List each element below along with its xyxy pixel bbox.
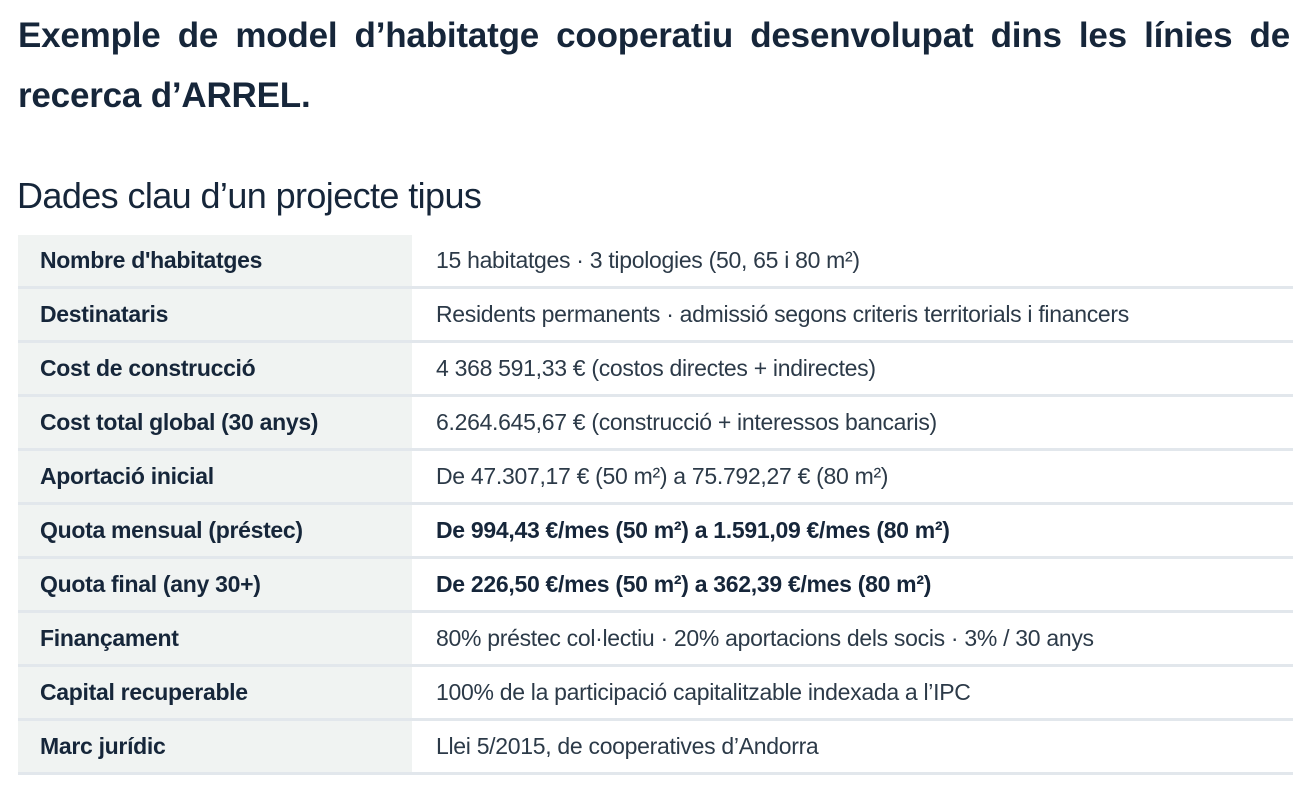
row-label: Cost total global (30 anys) — [18, 396, 412, 450]
row-value: Residents permanents · admissió segons criteris territorials i financers — [412, 288, 1293, 342]
row-value: Llei 5/2015, de cooperatives d’Andorra — [412, 720, 1293, 774]
row-label: Finançament — [18, 612, 412, 666]
row-label: Aportació inicial — [18, 450, 412, 504]
table-row-initial-contribution — [18, 450, 1293, 504]
row-label: Cost de construcció — [18, 342, 412, 396]
row-label: Quota final (any 30+) — [18, 558, 412, 612]
row-label: Nombre d'habitatges — [18, 235, 412, 288]
table-row-legal-framework — [18, 720, 1293, 774]
table-row-final-fee — [18, 558, 1293, 612]
table-row-construction-cost — [18, 342, 1293, 396]
section-title: Dades clau d’un projecte tipus — [17, 175, 482, 216]
row-value: De 994,43 €/mes (50 m²) a 1.591,09 €/mes (80 m²) — [412, 504, 1293, 558]
table-row-monthly-fee — [18, 504, 1293, 558]
row-label: Quota mensual (préstec) — [18, 504, 412, 558]
row-value: De 226,50 €/mes (50 m²) a 362,39 €/mes (80 m²) — [412, 558, 1293, 612]
page-heading: Exemple de model d’habitatge cooperatiu desenvolupat dins les línies de recerca d’ARREL. — [18, 16, 1290, 115]
row-value: 100% de la participació capitalitzable indexada a l’IPC — [412, 666, 1293, 720]
table-row-financing — [18, 612, 1293, 666]
table-row-total-cost — [18, 396, 1293, 450]
table-row-housing-count — [18, 235, 1293, 288]
table-row-recipients — [18, 288, 1293, 342]
key-data-table — [18, 235, 1293, 775]
row-label: Marc jurídic — [18, 720, 412, 774]
row-value: 15 habitatges · 3 tipologies (50, 65 i 80 m²) — [412, 235, 1293, 288]
row-label: Capital recuperable — [18, 666, 412, 720]
row-value: 4 368 591,33 € (costos directes + indirectes) — [412, 342, 1293, 396]
row-value: 80% préstec col·lectiu · 20% aportacions dels socis · 3% / 30 anys — [412, 612, 1293, 666]
table-row-recoverable-capital — [18, 666, 1293, 720]
row-value: De 47.307,17 € (50 m²) a 75.792,27 € (80 m²) — [412, 450, 1293, 504]
row-label: Destinataris — [18, 288, 412, 342]
row-value: 6.264.645,67 € (construcció + interessos bancaris) — [412, 396, 1293, 450]
